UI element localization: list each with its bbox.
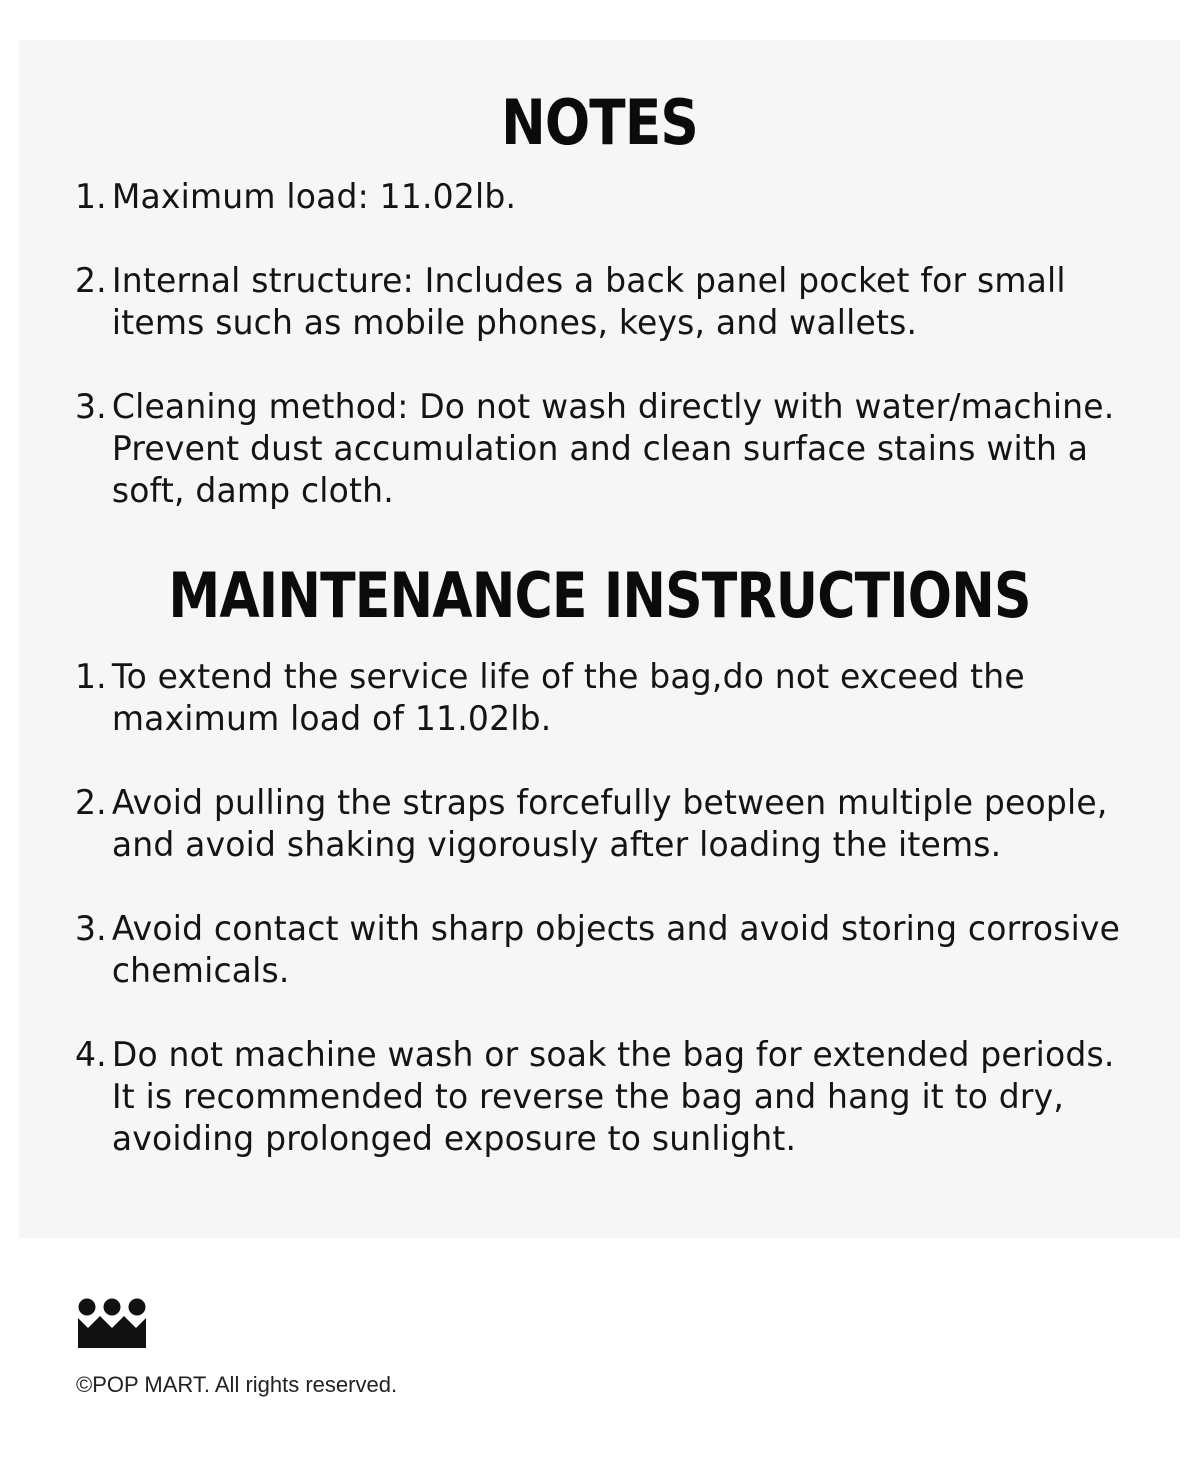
maintenance-item-number: 2. bbox=[75, 783, 107, 823]
notes-item-text: Cleaning method: Do not wash directly with water/machine. bbox=[111, 387, 1115, 427]
notes-item-text: Internal structure: Includes a back panel pocket for small bbox=[111, 261, 1066, 301]
notes-item bbox=[75, 260, 1123, 344]
maintenance-item-text: and avoid shaking vigorously after loading the items. bbox=[111, 825, 1002, 865]
maintenance-list bbox=[75, 656, 1155, 1160]
maintenance-item-number: 3. bbox=[75, 909, 107, 949]
notes-item-text: Prevent dust accumulation and clean surface stains with a bbox=[111, 429, 1089, 469]
maintenance-item-text: maximum load of 11.02lb. bbox=[111, 699, 552, 739]
maintenance-item bbox=[75, 656, 1123, 740]
maintenance-item-text: avoiding prolonged exposure to sunlight. bbox=[111, 1119, 797, 1159]
maintenance-item bbox=[75, 782, 1123, 866]
maintenance-item-text: To extend the service life of the bag,do not exceed the bbox=[111, 657, 1025, 697]
notes-item bbox=[75, 176, 1123, 218]
notes-item-text: Maximum load: 11.02lb. bbox=[111, 177, 517, 217]
copyright-text: ©POP MART. All rights reserved. bbox=[76, 1372, 398, 1397]
notes-item-number: 3. bbox=[75, 387, 107, 427]
maintenance-item-text: Avoid contact with sharp objects and avoid storing corrosive bbox=[111, 909, 1121, 949]
notes-list bbox=[75, 176, 1155, 512]
maintenance-item-text: Do not machine wash or soak the bag for extended periods. bbox=[111, 1035, 1115, 1075]
maintenance-item bbox=[75, 1034, 1123, 1160]
instructions-card bbox=[19, 40, 1180, 1238]
maintenance-item-text: Avoid pulling the straps forcefully between multiple people, bbox=[111, 783, 1108, 823]
notes-item-number: 2. bbox=[75, 261, 107, 301]
pop-mart-crown-logo-icon bbox=[76, 1298, 148, 1350]
notes-item-number: 1. bbox=[75, 177, 107, 217]
maintenance-item bbox=[75, 908, 1123, 992]
notes-item bbox=[75, 386, 1123, 512]
maintenance-item-number: 4. bbox=[75, 1035, 107, 1075]
maintenance-item-text: It is recommended to reverse the bag and hang it to dry, bbox=[111, 1077, 1065, 1117]
notes-title: NOTES bbox=[501, 86, 698, 159]
maintenance-item-text: chemicals. bbox=[111, 951, 290, 991]
notes-item-text: items such as mobile phones, keys, and wallets. bbox=[111, 303, 918, 343]
notes-item-text: soft, damp cloth. bbox=[111, 471, 394, 511]
maintenance-item-number: 1. bbox=[75, 657, 107, 697]
maintenance-title: MAINTENANCE INSTRUCTIONS bbox=[168, 559, 1031, 632]
